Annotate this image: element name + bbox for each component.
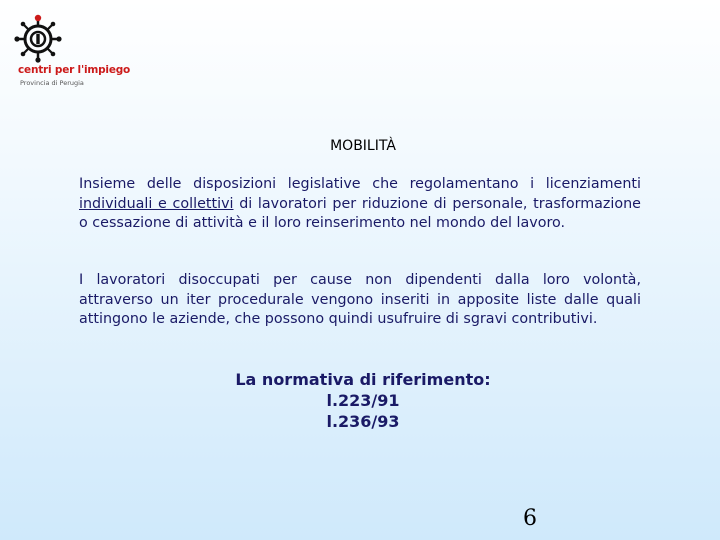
legal-references [0,369,720,432]
logo-emblem-icon [14,14,62,64]
page-number: 6 [523,506,537,531]
paragraph-workers: I lavoratori disoccupati per cause non dipendenti dalla loro volontà, attraverso un iter procedurale vengono inseriti in apposite liste dalle quali attingono le aziende, che possono quindi usufruire di sgravi contributivi. [79,272,641,327]
slide-title: MOBILITÀ [330,138,396,154]
logo-subtitle: Provincia di Perugia [20,79,84,87]
law-reference: l.223/91 [326,391,400,410]
law-reference: l.236/93 [326,412,400,431]
logo-brand-text: centri per l'impiego [18,64,131,76]
paragraph-definition [79,175,641,234]
logo [10,12,131,92]
reference-heading: La normativa di riferimento: [235,370,491,389]
paragraph-definition-start: Insieme delle disposizioni legislative che regolamentano i licenziamenti [79,176,641,192]
paragraph-definition-end: di lavoratori per riduzione di personale, trasformazione o cessazione di attività e il loro reinserimento nel mondo del lavoro. [79,195,641,231]
underlined-term: individuali e collettivi [79,195,234,212]
